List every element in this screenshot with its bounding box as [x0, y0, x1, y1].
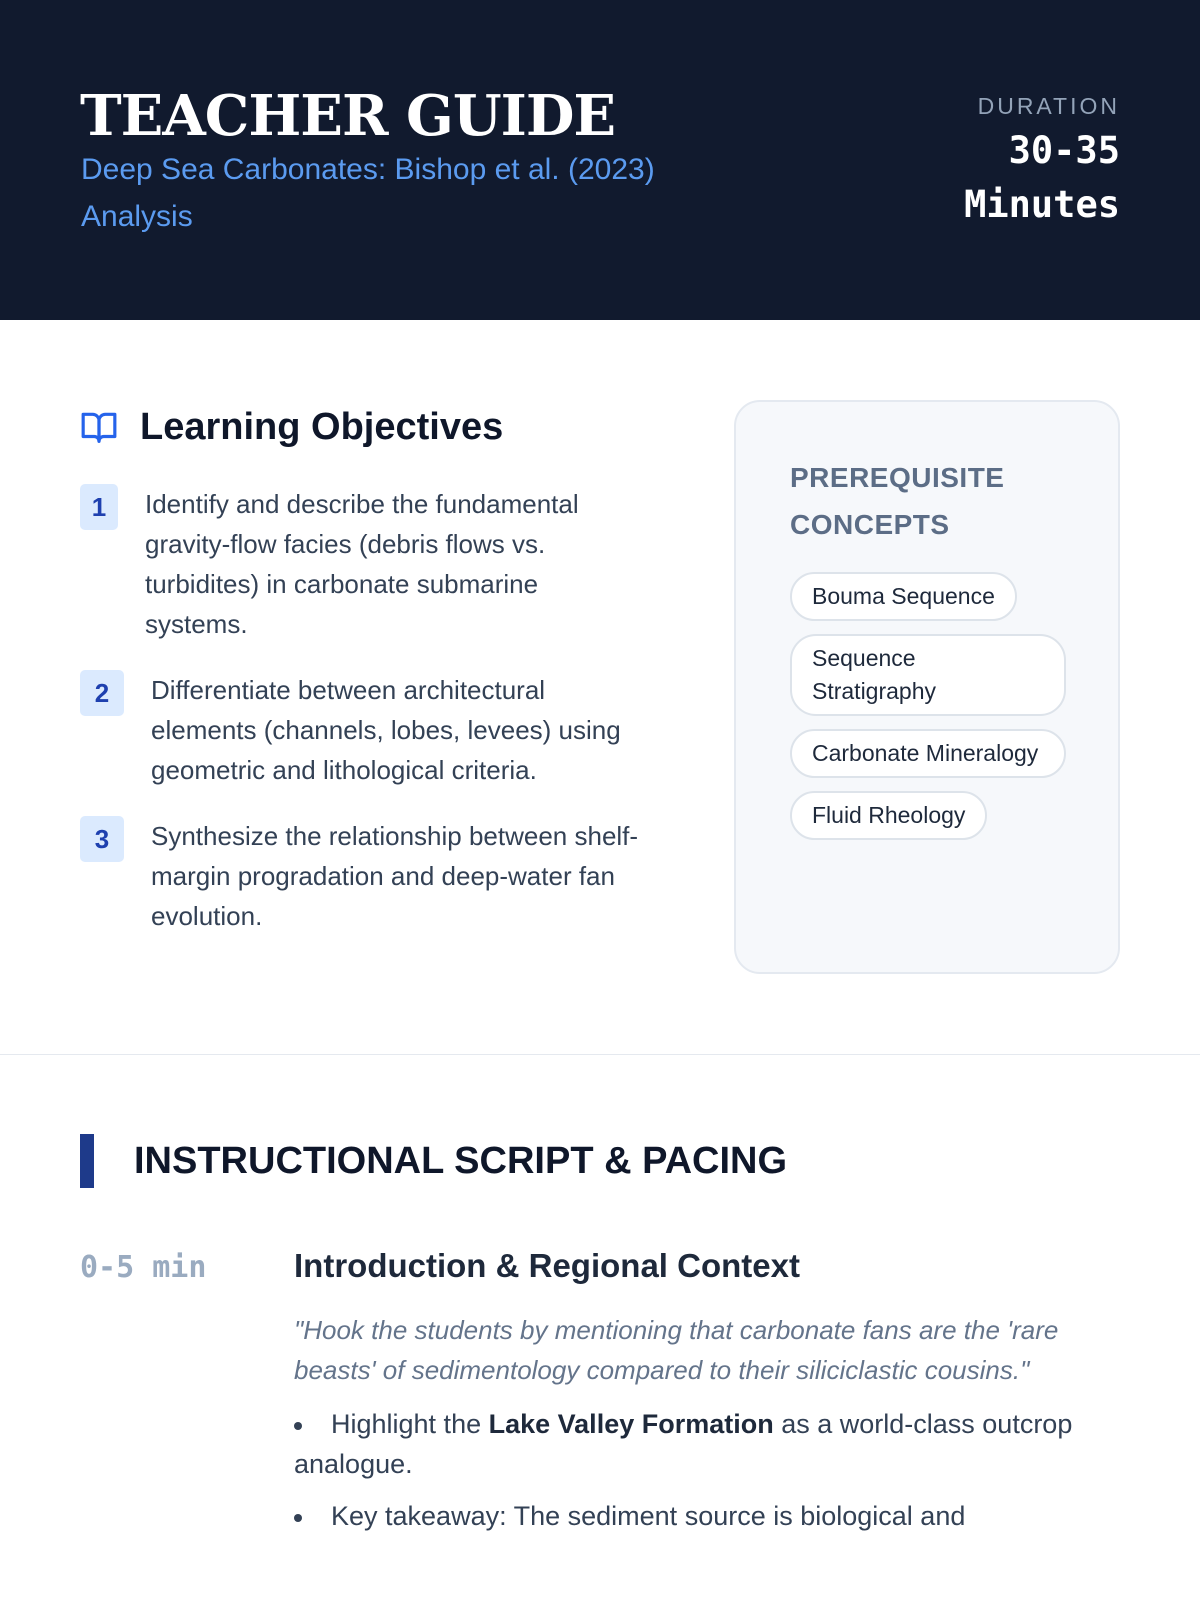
concept-pill: Bouma Sequence	[790, 572, 1017, 621]
objectives-heading-row	[80, 400, 640, 454]
objective-number: 1	[80, 484, 118, 530]
concept-pill: Fluid Rheology	[790, 791, 987, 840]
objective-number: 2	[80, 670, 124, 716]
prerequisite-heading: PREREQUISITE CONCEPTS	[790, 462, 1005, 540]
duration-value: 30-35 Minutes	[964, 129, 1120, 226]
segment-quote: "Hook the students by mentioning that carbonate fans are the 'rare beasts' of sedimentology compared to their siliciclastic cousins."	[294, 1315, 1059, 1385]
objective-number: 3	[80, 816, 124, 862]
segment-bullets	[294, 1404, 1124, 1536]
bullet-text: Highlight the	[331, 1409, 489, 1439]
script-heading: INSTRUCTIONAL SCRIPT & PACING	[134, 1139, 788, 1182]
heading-accent-bar	[80, 1134, 94, 1188]
bullet-text: Key takeaway: The sediment source is biological and	[331, 1501, 966, 1531]
segment-title: Introduction & Regional Context	[294, 1247, 800, 1284]
guide-subtitle: Deep Sea Carbonates: Bishop et al. (2023) Analysis	[81, 153, 655, 233]
objective-item	[80, 816, 640, 936]
concept-pill: Carbonate Mineralogy	[790, 729, 1066, 778]
script-heading-row	[80, 1134, 787, 1188]
learning-objectives	[80, 400, 640, 962]
objective-item	[80, 670, 640, 790]
segment-time: 0-5 min	[80, 1250, 207, 1285]
section-divider	[0, 1054, 1200, 1055]
guide-header	[0, 0, 1200, 320]
objective-text: Differentiate between architectural elements (channels, lobes, levees) using geometric and lithological criteria.	[151, 675, 621, 785]
bullet-item	[294, 1404, 1124, 1484]
prerequisite-card	[734, 400, 1120, 974]
book-open-icon	[80, 408, 118, 446]
objectives-heading: Learning Objectives	[140, 405, 504, 448]
concept-pill: Sequence Stratigraphy	[790, 634, 1066, 716]
objectives-list	[80, 484, 640, 936]
duration-label: DURATION	[977, 93, 1120, 119]
objective-item	[80, 484, 640, 644]
bullet-text: as a world-class outcrop analogue.	[294, 1409, 1073, 1479]
bullet-emphasis: Lake Valley Formation	[488, 1409, 774, 1439]
bullet-item	[294, 1496, 1124, 1536]
objective-text: Identify and describe the fundamental gravity-flow facies (debris flows vs. turbidites) in carbonate submarine systems.	[145, 489, 579, 639]
objective-text: Synthesize the relationship between shelf-margin progradation and deep-water fan evolution.	[151, 821, 639, 931]
guide-title: TEACHER GUIDE	[80, 83, 616, 149]
concept-pill-list	[790, 572, 1118, 853]
duration-box	[930, 92, 1120, 232]
script-segment	[294, 1244, 1124, 1548]
